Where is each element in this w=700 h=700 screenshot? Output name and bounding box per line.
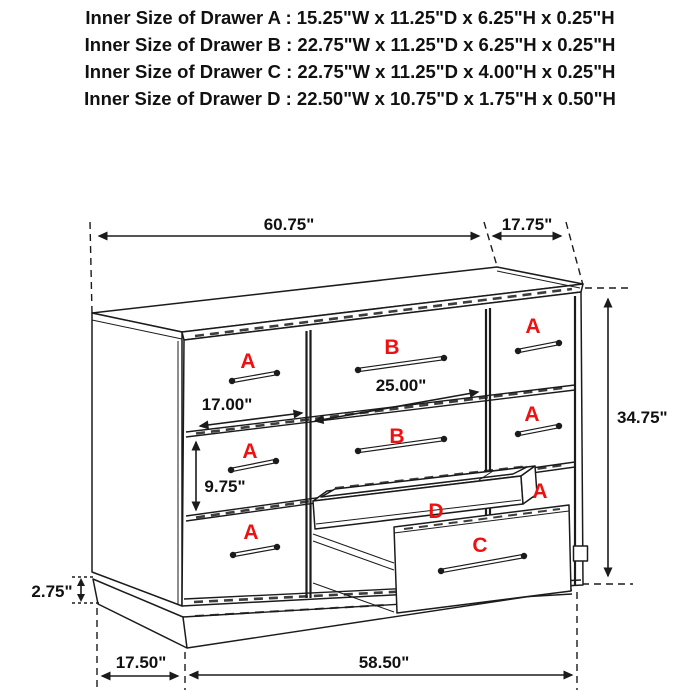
label-drawer-a-left1: A [240,350,256,373]
dim-label-overall-height: 34.75" [617,408,668,427]
label-drawer-d: D [428,500,444,523]
spec-line-d: Inner Size of Drawer D : 22.50"W x 10.75"D x 1.75"H x 0.50"H [84,88,616,109]
dim-base-height [31,577,99,603]
dim-base-front-width [190,592,577,690]
dim-label-base-front-width: 58.50" [358,653,410,672]
spec-line-a: Inner Size of Drawer A : 15.25"W x 11.25"D x 6.25"H x 0.25"H [85,7,615,28]
label-drawer-a-left2: A [242,440,258,463]
dim-label-base-height: 2.75" [31,582,73,601]
label-drawer-b-bottom: B [389,425,405,448]
dim-overall-height [570,288,668,584]
label-drawer-c: C [472,534,488,557]
dim-label-drawer-b-width: 25.00" [375,376,427,395]
dim-label-drawer-a-width: 17.00" [201,395,253,414]
cabinet-left-side [92,313,182,606]
dim-label-drawer-a-height: 9.75" [204,477,246,496]
right-foot-bracket [574,546,588,561]
label-drawer-a-right1: A [525,315,541,338]
label-drawer-a-right3: A [532,480,548,503]
dim-label-top-width: 60.75" [263,215,315,234]
label-drawer-a-left3: A [243,521,259,544]
spec-block [84,7,616,109]
label-drawer-b-top: B [384,336,400,359]
spec-line-b: Inner Size of Drawer B : 22.75"W x 11.25"D x 6.25"H x 0.25"H [84,34,616,55]
dim-label-top-depth: 17.75" [501,215,553,234]
spec-line-c: Inner Size of Drawer C : 22.75"W x 11.25"D x 4.00"H x 0.25"H [84,61,616,82]
dim-label-base-side-depth: 17.50" [115,653,167,672]
label-drawer-a-right2: A [524,403,540,426]
